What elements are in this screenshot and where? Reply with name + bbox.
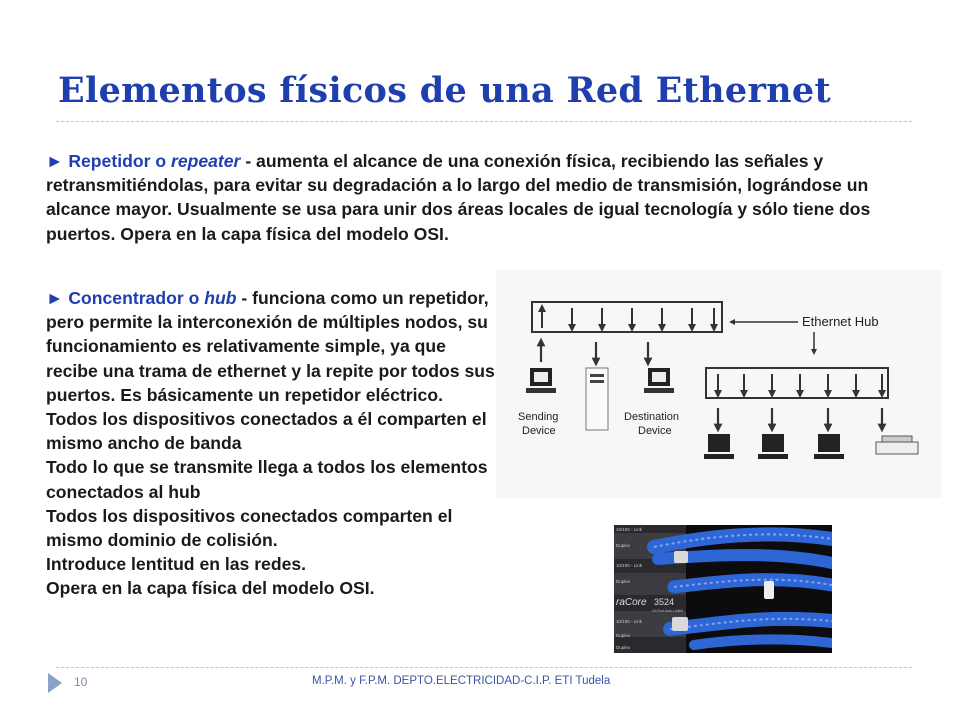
ethernet-hub-diagram (496, 270, 942, 498)
photo-port-label: Duplex (616, 633, 631, 638)
hub-or: o (188, 288, 200, 308)
footer-divider (56, 667, 912, 668)
hub-cables-photo (614, 525, 832, 653)
photo-port-label: Duplex (616, 645, 631, 650)
photo-port-label: 10/100 - Link (616, 563, 643, 568)
destination-label-2: Device (638, 425, 672, 437)
photo-port-label: Duplex (616, 543, 631, 548)
destination-device-icon (644, 368, 674, 393)
footer-credit: M.P.M. y F.P.M. DEPTO.ELECTRICIDAD-C.I.P. ETI Tudela (312, 675, 611, 687)
repeater-paragraph (46, 149, 912, 246)
photo-port-label: 10/100 - Link (616, 527, 643, 532)
photo-port-label: 10/100 - Link (616, 619, 643, 624)
sending-device-icon (526, 368, 556, 393)
title-divider (56, 121, 912, 122)
hub-line-bandwidth: Todos los dispositivos conectados a él comparten el mismo ancho de banda (46, 409, 487, 454)
connected-computer-icon (704, 434, 844, 459)
hub-description: - funciona como un repetidor, pero permite la interconexión de múltiples nodos, su funcionamiento es relativamente simple, ya que recibe una trama de ethernet y la repite por todos sus puertos. Es básicamente un repetidor eléctrico. (46, 288, 495, 405)
hub-term: Concentrador (68, 288, 184, 308)
photo-sub: 24-Port Auto-Uplink (652, 609, 684, 613)
hub-label: Ethernet Hub (802, 314, 879, 329)
sending-label-2: Device (522, 425, 556, 437)
repeater-term: Repetidor (68, 151, 151, 171)
photo-brand: raCore (616, 597, 647, 608)
printer-icon (876, 436, 918, 454)
hub-alt-term: hub (204, 288, 237, 308)
page-number: 10 (74, 675, 88, 689)
photo-model: 3524 (654, 597, 675, 607)
repeater-description: - aumenta el alcance de una conexión física, recibiendo las señales y retransmitiéndolas, para evitar su degradación a lo largo del medio de transmisión, lográndose un alcance mayor. Usualmente se usa para unir dos áreas locales de igual tecnología y sólo tiene dos puertos. Opera en la capa física del modelo OSI. (46, 151, 871, 244)
hub-line-osi: Opera en la capa física del modelo OSI. (46, 578, 375, 599)
slide-title: Elementos físicos de una Red Ethernet (58, 70, 831, 111)
bullet-arrow-icon: ► (46, 151, 64, 171)
hub-paragraph (46, 286, 501, 601)
repeater-or: o (155, 151, 167, 171)
server-tower-icon (586, 368, 608, 430)
hub-line-broadcast: Todo lo que se transmite llega a todos los elementos conectados al hub (46, 457, 488, 502)
destination-label-1: Destination (624, 411, 680, 423)
footer-arrow-icon (48, 673, 62, 693)
hub-line-collision: Todos los dispositivos conectados comparten el mismo dominio de colisión. (46, 505, 453, 551)
photo-port-label: Duplex (616, 579, 631, 584)
hub-line-latency: Introduce lentitud en las redes. (46, 554, 307, 575)
repeater-alt-term: repeater (170, 151, 241, 171)
sending-label-1: Sending (518, 411, 559, 423)
bullet-arrow-icon: ► (46, 288, 64, 308)
